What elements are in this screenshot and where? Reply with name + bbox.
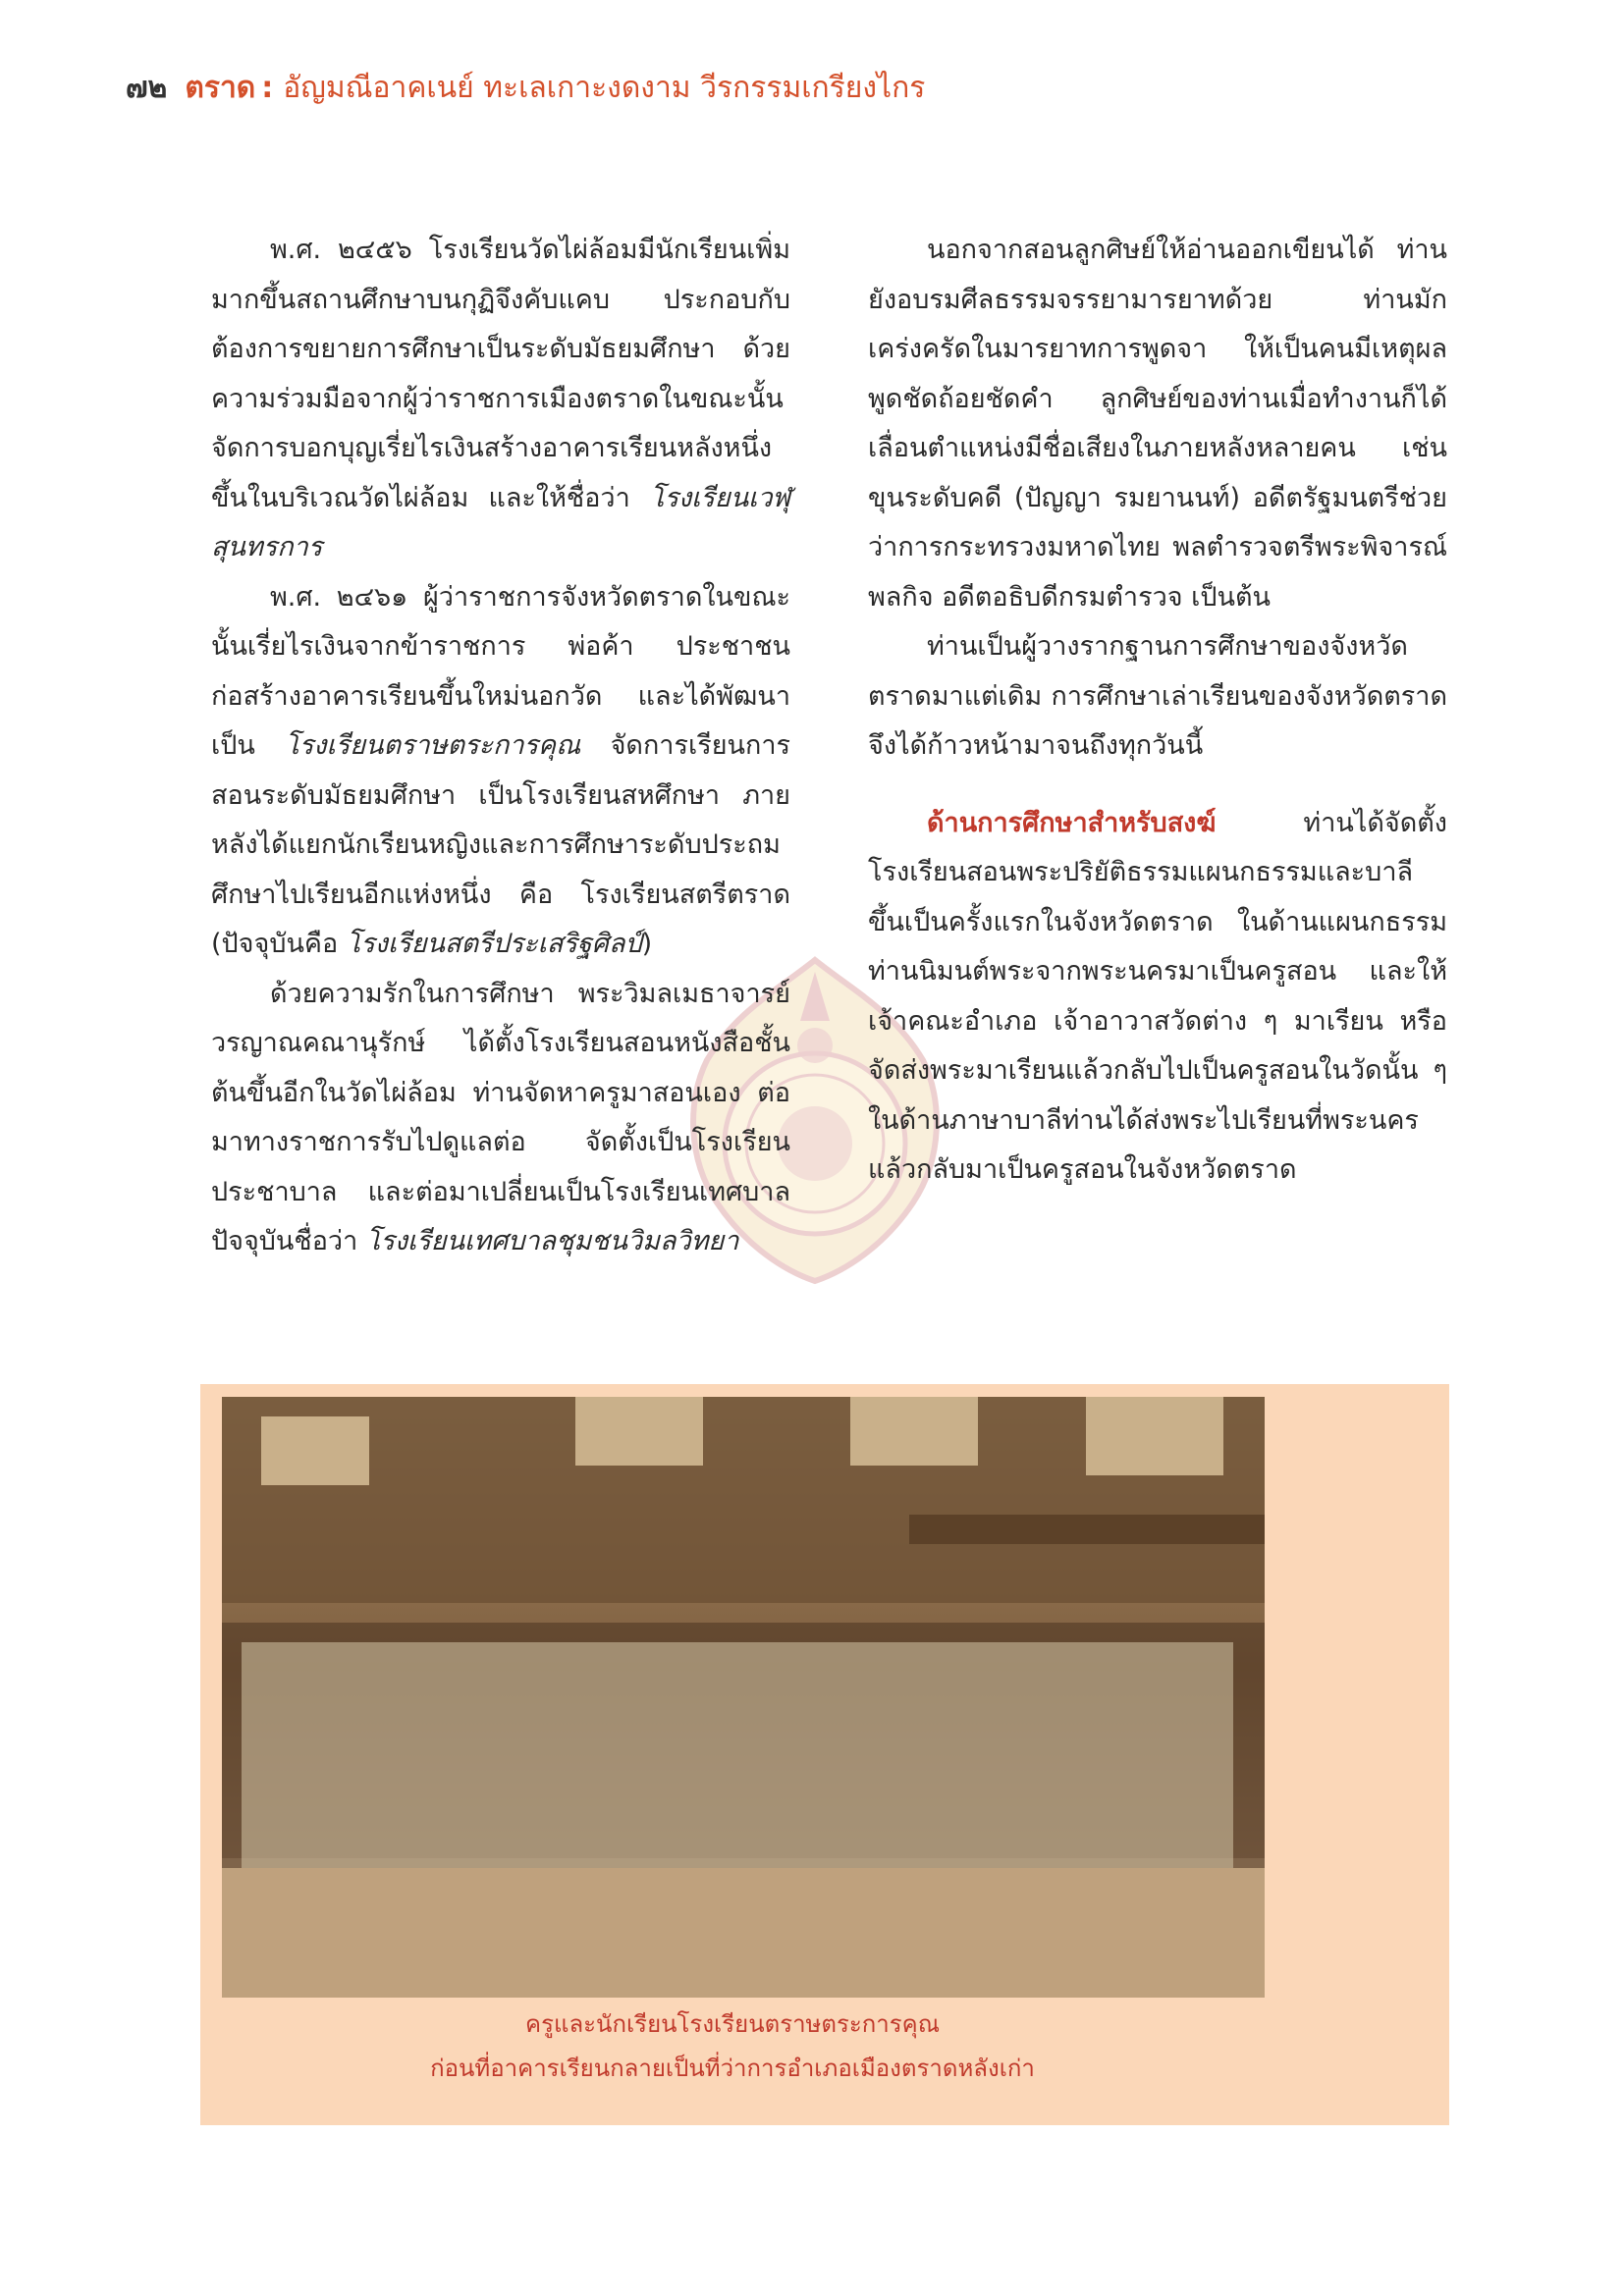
paragraph-municipal-school: ด้วยความรักในการศึกษา พระวิมลเมธาจารย์ วรญาณคณานุรักษ์ ได้ตั้งโรงเรียนสอนหนังสือชั้นต้นขึ้นอีกในวัดไผ่ล้อม ท่านจัดหาครูมาสอนเอง ต่อมาทางราชการรับไปดูแลต่อ จัดตั้งเป็นโรงเรียนประชาบาล และต่อมาเปลี่ยนเป็นโรงเรียนเทศบาล ปัจจุบันชื่อว่า โรงเรียนเทศบาลชุมชนวิมลวิทยา: [211, 978, 790, 1256]
section-heading: ด้านการศึกษาสำหรับสงฆ์: [927, 807, 1217, 838]
historical-group-photo: [222, 1397, 1265, 1998]
running-header: [126, 69, 925, 108]
caption-line-1: ครูและนักเรียนโรงเรียนตราษตระการคุณ: [525, 2010, 940, 2038]
school-name-italic: โรงเรียนสตรีประเสริฐศิลป์: [346, 929, 642, 959]
photo-panel: [200, 1384, 1449, 2125]
school-name-italic: โรงเรียนเทศบาลชุมชนวิมลวิทยา: [365, 1226, 739, 1256]
province-name: ตราด: [185, 71, 256, 105]
paragraph-education-foundation: ท่านเป็นผู้วางรากฐานการศึกษาของจังหวัดตราดมาแต่เดิม การศึกษาเล่าเรียนของจังหวัดตราดจึงได้ก้าวหน้ามาจนถึงทุกวันนี้: [868, 631, 1447, 761]
photo-caption: [200, 2002, 1265, 2091]
left-text-column: [211, 226, 790, 1267]
caption-line-2: ก่อนที่อาคารเรียนกลายเป็นที่ว่าการอำเภอเมืองตราดหลังเก่า: [430, 2055, 1035, 2082]
page-number: ๗๒: [126, 71, 168, 105]
header-separator: :: [261, 71, 274, 105]
paragraph-monk-education: ด้านการศึกษาสำหรับสงฆ์ ท่านได้จัดตั้งโรงเรียนสอนพระปริยัติธรรมแผนกธรรมและบาลีขึ้นเป็นครั้งแรกในจังหวัดตราด ในด้านแผนกธรรมท่านนิมนต์พระจากพระนครมาเป็นครูสอน และให้เจ้าคณะอำเภอ เจ้าอาวาสวัดต่าง ๆ มาเรียน หรือจัดส่งพระมาเรียนแล้วกลับไปเป็นครูสอนในวัดนั้น ๆ ในด้านภาษาบาลีท่านได้ส่งพระไปเรียนที่พระนครแล้วกลับมาเป็นครูสอนในจังหวัดตราด: [868, 807, 1447, 1185]
province-slogan: อัญมณีอาคเนย์ ทะเลเกาะงดงาม วีรกรรมเกรียงไกร: [283, 71, 926, 105]
paragraph-wat-phai-lom-school: พ.ศ. ๒๔๕๖ โรงเรียนวัดไผ่ล้อมมีนักเรียนเพิ่มมากขึ้นสถานศึกษาบนกุฏิจึงคับแคบ ประกอบกับต้องการขยายการศึกษาเป็นระดับมัธยมศึกษา ด้วยความร่วมมือจากผู้ว่าราชการเมืองตราดในขณะนั้น จัดการบอกบุญเรี่ยไรเงินสร้างอาคารเรียนหลังหนึ่งขึ้นในบริเวณวัดไผ่ล้อม และให้ชื่อว่า โรงเรียนเวฬุสุนทรการ: [211, 235, 790, 562]
school-name-italic: โรงเรียนตราษตระการคุณ: [285, 730, 581, 761]
paragraph-trat-trakan-khun: พ.ศ. ๒๔๖๑ ผู้ว่าราชการจังหวัดตราดในขณะนั้นเรี่ยไรเงินจากข้าราชการ พ่อค้า ประชาชน ก่อสร้างอาคารเรียนขึ้นใหม่นอกวัด และได้พัฒนาเป็น โรงเรียนตราษตระการคุณ จัดการเรียนการสอนระดับมัธยมศึกษา เป็นโรงเรียนสหศึกษา ภายหลังได้แยกนักเรียนหญิงและการศึกษาระดับประถมศึกษาไปเรียนอีกแห่งหนึ่ง คือ โรงเรียนสตรีตราด (ปัจจุบันคือ โรงเรียนสตรีประเสริฐศิลป์): [211, 581, 790, 959]
school-name-italic: โรงเรียนเวฬุสุนทรการ: [211, 482, 790, 562]
paragraph-moral-teaching: นอกจากสอนลูกศิษย์ให้อ่านออกเขียนได้ ท่านยังอบรมศีลธรรมจรรยามารยาทด้วย ท่านมักเคร่งครัดในมารยาทการพูดจา ให้เป็นคนมีเหตุผล พูดชัดถ้อยชัดคำ ลูกศิษย์ของท่านเมื่อทำงานก็ได้เลื่อนตำแหน่งมีชื่อเสียงในภายหลังหลายคน เช่น ขุนระดับคดี (ปัญญา รมยานนท์) อดีตรัฐมนตรีช่วยว่าการกระทรวงมหาดไทย พลตำรวจตรีพระพิจารณ์พลกิจ อดีตอธิบดีกรมตำรวจ เป็นต้น: [868, 235, 1447, 613]
right-text-column: [868, 226, 1447, 1196]
